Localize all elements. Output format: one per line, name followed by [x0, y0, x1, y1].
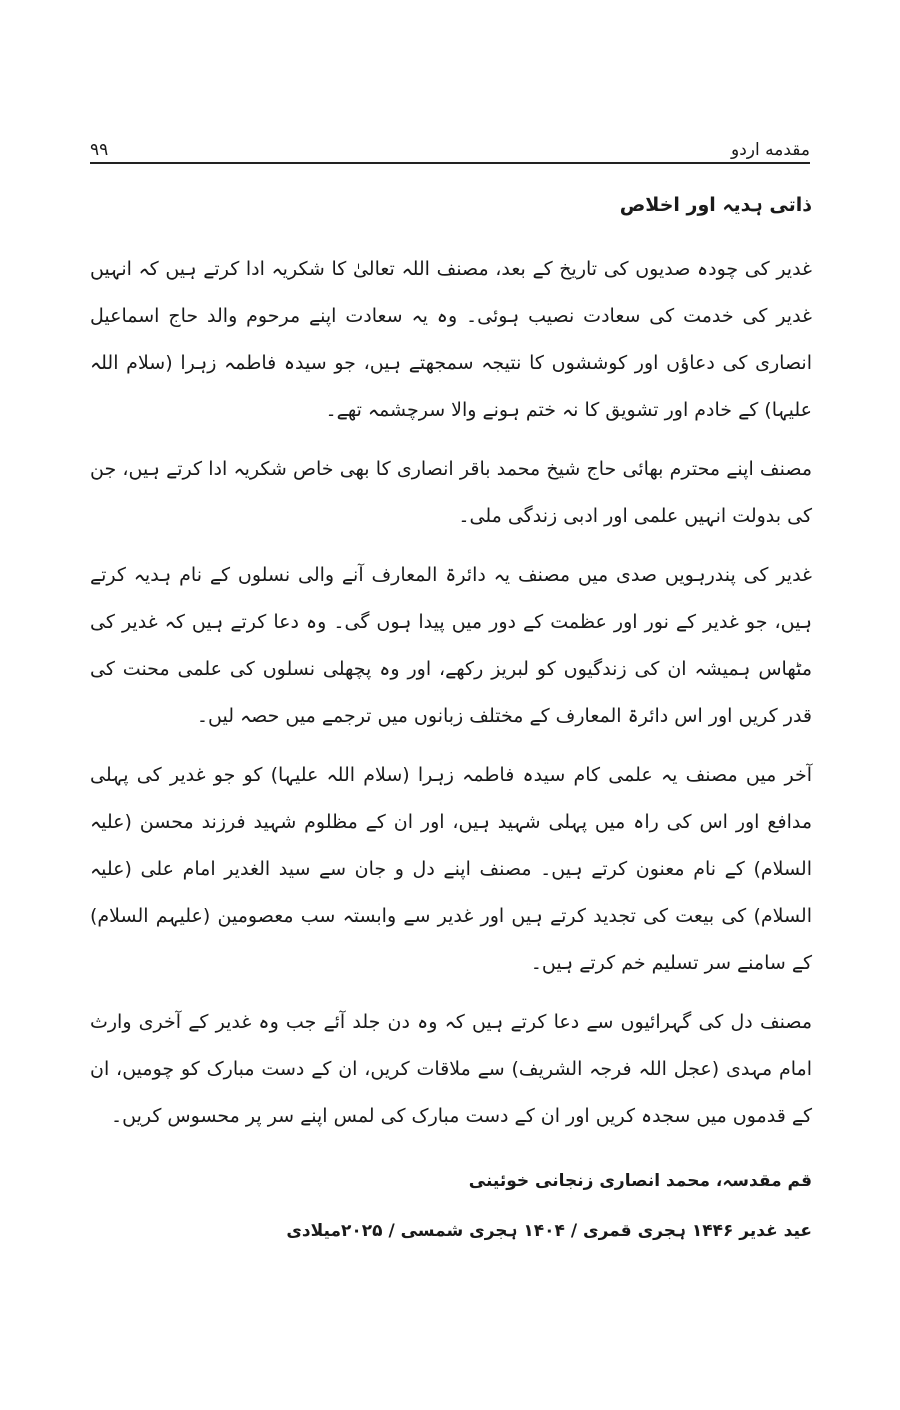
paragraph-5: مصنف دل کی گہرائیوں سے دعا کرتے ہیں کہ وہ دن جلد آئے جب وہ غدیر کے آخری وارث امام مہدی (عجل اللہ فرجہ الشریف) سے ملاقات کریں، ان کے دست مبارک کو چومیں، ان کے قدموں میں سجدہ کریں اور ان کے دست مبارک کی لمس اپنے سر پر محسوس کریں۔ [90, 1011, 812, 1128]
page-number: ۹۹ [90, 140, 109, 160]
paragraph-3: غدیر کی پندرہویں صدی میں مصنف یہ دائرۃ المعارف آنے والی نسلوں کے نام ہدیہ کرتے ہیں، جو غدیر کے نور اور عظمت کے دور میں پیدا ہوں گی۔ وہ دعا کرتے ہیں کہ غدیر کی مٹھاس ہمیشہ ان کی زندگیوں کو لبریز رکھے، اور وہ پچھلی نسلوں کی علمی محنت کی قدر کریں اور اس دائرۃ المعارف کے مختلف زبانوں میں ترجمے میں حصہ لیں۔ [90, 564, 812, 728]
signature-place-author: قم مقدسہ، محمد انصاری زنجانی خوئینی [468, 1171, 812, 1192]
section-heading: ذاتی ہدیہ اور اخلاص [619, 194, 812, 216]
signature-date: عید غدیر ۱۴۴۶ ہجری قمری / ۱۴۰۴ ہجری شمسی / ۲۰۲۵میلادی [286, 1221, 812, 1242]
page-body [90, 190, 812, 1244]
paragraph-1: غدیر کی چودہ صدیوں کی تاریخ کے بعد، مصنف اللہ تعالیٰ کا شکریہ ادا کرتے ہیں کہ انہیں غدیر کی خدمت کی سعادت نصیب ہوئی۔ وہ یہ سعادت اپنے مرحوم والد حاج اسماعیل انصاری کی دعاؤں اور کوششوں کا نتیجہ سمجھتے ہیں، جو سیدہ فاطمہ زہرا (سلام اللہ علیہا) کے خادم اور تشویق کا نہ ختم ہونے والا سرچشمہ تھے۔ [90, 258, 812, 422]
paragraph-4: آخر میں مصنف یہ علمی کام سیدہ فاطمہ زہرا (سلام اللہ علیہا) کو جو غدیر کی پہلی مدافع اور اس کی راہ میں پہلی شہید ہیں، اور ان کے مظلوم شہید فرزند محسن (علیہ السلام) کے نام معنون کرتے ہیں۔ مصنف اپنے دل و جان سے سید الغدیر امام علی (علیہ السلام) کی بیعت کی تجدید کرتے ہیں اور غدیر سے وابستہ سب معصومین (علیہم السلام) کے سامنے سر تسلیم خم کرتے ہیں۔ [90, 764, 812, 975]
running-title: مقدمه اردو [731, 140, 810, 160]
paragraph-2: مصنف اپنے محترم بھائی حاج شیخ محمد باقر انصاری کا بھی خاص شکریہ ادا کرتے ہیں، جن کی بدولت انہیں علمی اور ادبی زندگی ملی۔ [90, 458, 812, 528]
page-header [90, 132, 810, 164]
